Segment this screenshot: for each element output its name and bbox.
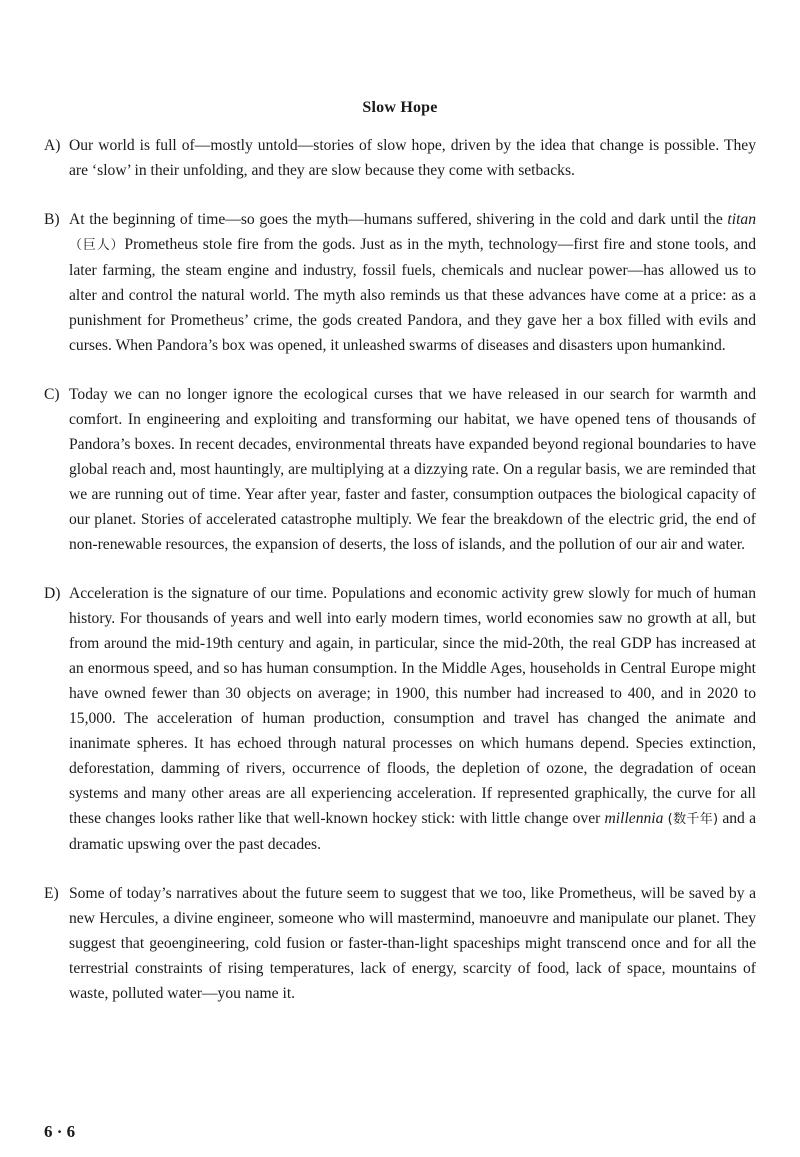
paragraph-text: Our world is full of—mostly untold—stories of slow hope, driven by the idea that change is possible. They are ‘slow’ in their unfolding, and they are slow because they come with setbacks.: [69, 137, 756, 179]
page-number: 6 · 6: [44, 1122, 76, 1141]
vocab-term: titan: [727, 211, 756, 228]
vocab-gloss: （巨人）: [69, 238, 125, 253]
paragraph-label: C): [44, 386, 60, 403]
paragraph-a: [44, 133, 756, 183]
paragraph-label: D): [44, 585, 61, 602]
paragraph-text: and a dramatic upswing over the past decades.: [69, 810, 756, 853]
paragraph-text: Acceleration is the signature of our time. Populations and economic activity grew slowly for much of human history. For thousands of years and well into early modern times, world economies saw no growth at all, but from around the mid-19th century and again, in particular, since the mid-20th, the real GDP has increased at an enormous speed, and so has human consumption. In the Middle Ages, households in Central Europe might have owned fewer than 30 objects on average; in 1900, this number had increased to 400, and in 2020 to 15,000. The acceleration of human production, consumption and travel has changed the animate and inanimate spheres. It has echoed through natural processes on which humans depend. Species extinction, deforestation, damming of rivers, occurrence of floods, the depletion of ozone, the degradation of ocean systems and many other areas are all experiencing acceleration. If represented graphically, the curve for all these changes looks rather like that well-known hockey stick: with little change over: [69, 585, 756, 827]
paragraph-e: [44, 881, 756, 1006]
paragraph-label: B): [44, 211, 60, 228]
vocab-term: millennia: [604, 810, 664, 827]
vocab-gloss: (数千年): [667, 812, 719, 827]
paragraph-text: Prometheus stole fire from the gods. Just as in the myth, technology—first fire and stone tools, and later farming, the steam engine and industry, fossil fuels, chemicals and nuclear power—has allowed us to alter and control the natural world. The myth also reminds us that these advances have come at a price: as a punishment for Prometheus’ crime, the gods created Pandora, and they gave her a box filled with evils and curses. When Pandora’s box was opened, it unleashed swarms of diseases and disasters upon humankind.: [69, 236, 756, 354]
paragraph-b: [44, 207, 756, 358]
article-body: [44, 133, 756, 1030]
paragraph-text: At the beginning of time—so goes the myth—humans suffered, shivering in the cold and dark until the: [69, 211, 728, 228]
paragraph-label: E): [44, 885, 59, 902]
paragraph-text: Some of today’s narratives about the future seem to suggest that we too, like Prometheus, will be saved by a new Hercules, a divine engineer, someone who will mastermind, manoeuvre and manipulate our planet. They suggest that geoengineering, cold fusion or faster-than-light spaceships might transcend once and for all the terrestrial constraints of rising temperatures, lack of energy, scarcity of food, lack of space, mountains of waste, polluted water—you name it.: [69, 885, 756, 1002]
paragraph-label: A): [44, 137, 61, 154]
paragraph-text: Today we can no longer ignore the ecological curses that we have released in our search for warmth and comfort. In engineering and exploiting and transforming our habitat, we have opened tens of thousands of Pandora’s boxes. In recent decades, environmental threats have expanded beyond regional boundaries to have global reach and, most hauntingly, are multiplying at a dizzying rate. On a regular basis, we are reminded that we are running out of time. Year after year, faster and faster, consumption outpaces the biological capacity of our planet. Stories of accelerated catastrophe multiply. We fear the breakdown of the electric grid, the end of non-renewable resources, the expansion of deserts, the loss of islands, and the pollution of our air and water.: [69, 386, 756, 553]
paragraph-d: [44, 581, 756, 857]
paragraph-c: [44, 382, 756, 557]
article-title: Slow Hope: [362, 99, 438, 116]
